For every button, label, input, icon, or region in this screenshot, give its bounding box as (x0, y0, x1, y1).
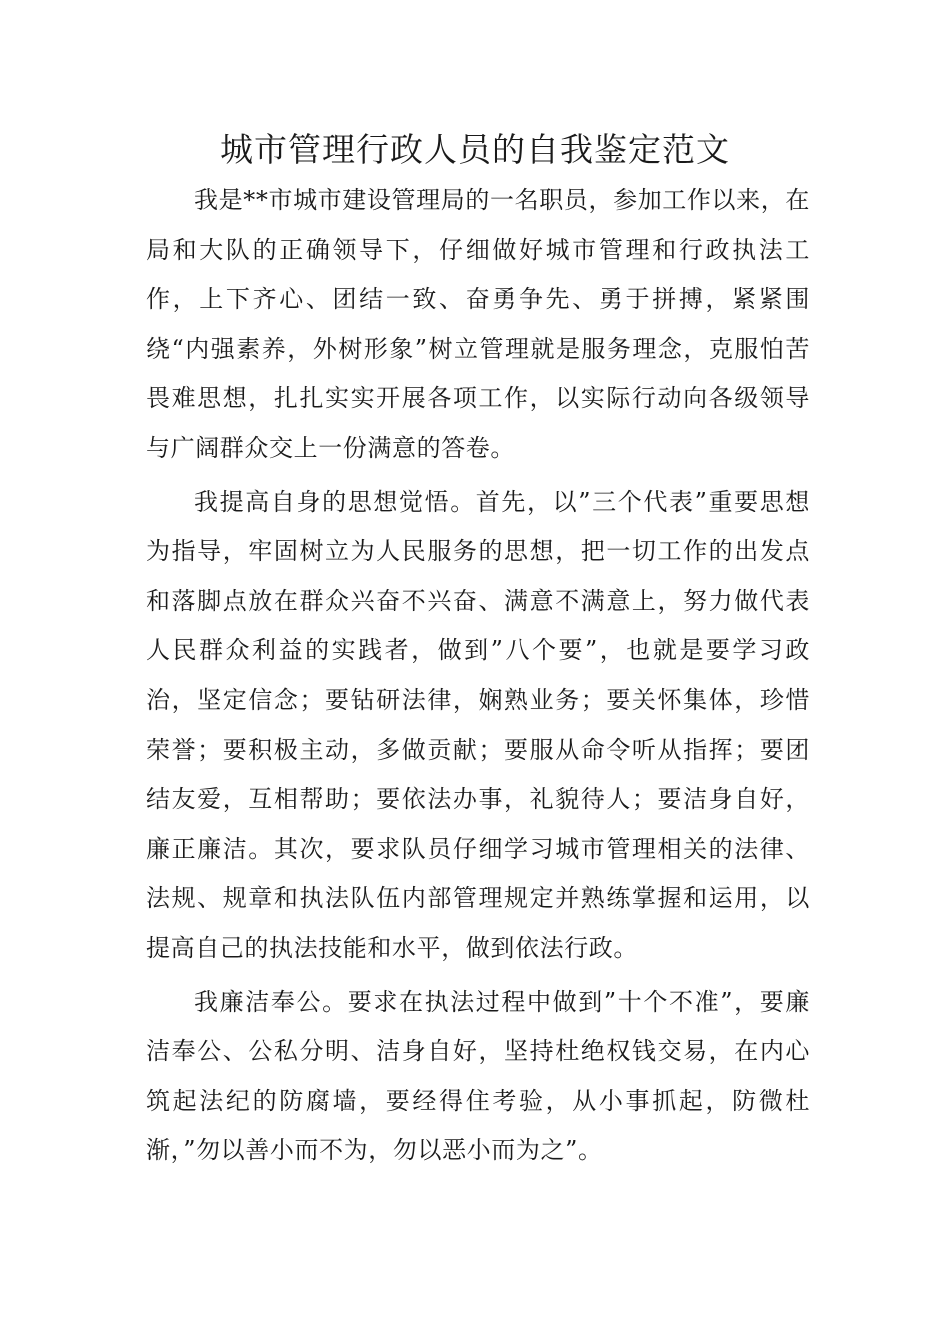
document-title: 城市管理行政人员的自我鉴定范文 (220, 130, 730, 169)
document-body (146, 176, 810, 1180)
paragraph-3: 我廉洁奉公。要求在执法过程中做到”十个不准”，要廉洁奉公、公私分明、洁身自好，坚持杜绝权钱交易，在内心筑起法纪的防腐墙，要经得住考验，从小事抓起，防微杜渐，”勿以善小而不为，勿以恶小而为之”。 (146, 987, 810, 1165)
paragraph-1: 我是**市城市建设管理局的一名职员，参加工作以来，在局和大队的正确领导下，仔细做好城市管理和行政执法工作，上下齐心、团结一致、奋勇争先、勇于拼搏，紧紧围绕“内强素养，外树形象”树立管理就是服务理念，克服怕苦畏难思想，扎扎实实开展各项工作，以实际行动向各级领导与广阔群众交上一份满意的答卷。 (146, 186, 810, 462)
paragraph-2: 我提高自身的思想觉悟。首先，以”三个代表”重要思想为指导，牢固树立为人民服务的思想，把一切工作的出发点和落脚点放在群众兴奋不兴奋、满意不满意上，努力做代表人民群众利益的实践者，做到”八个要”，也就是要学习政治，坚定信念；要钻研法律，娴熟业务；要关怀集体，珍惜荣誉；要积极主动，多做贡献；要服从命令听从指挥；要团结友爱，互相帮助；要依法办事，礼貌待人；要洁身自好，廉正廉洁。其次，要求队员仔细学习城市管理相关的法律、法规、规章和执法队伍内部管理规定并熟练掌握和运用，以提高自己的执法技能和水平，做到依法行政。 (146, 487, 810, 962)
